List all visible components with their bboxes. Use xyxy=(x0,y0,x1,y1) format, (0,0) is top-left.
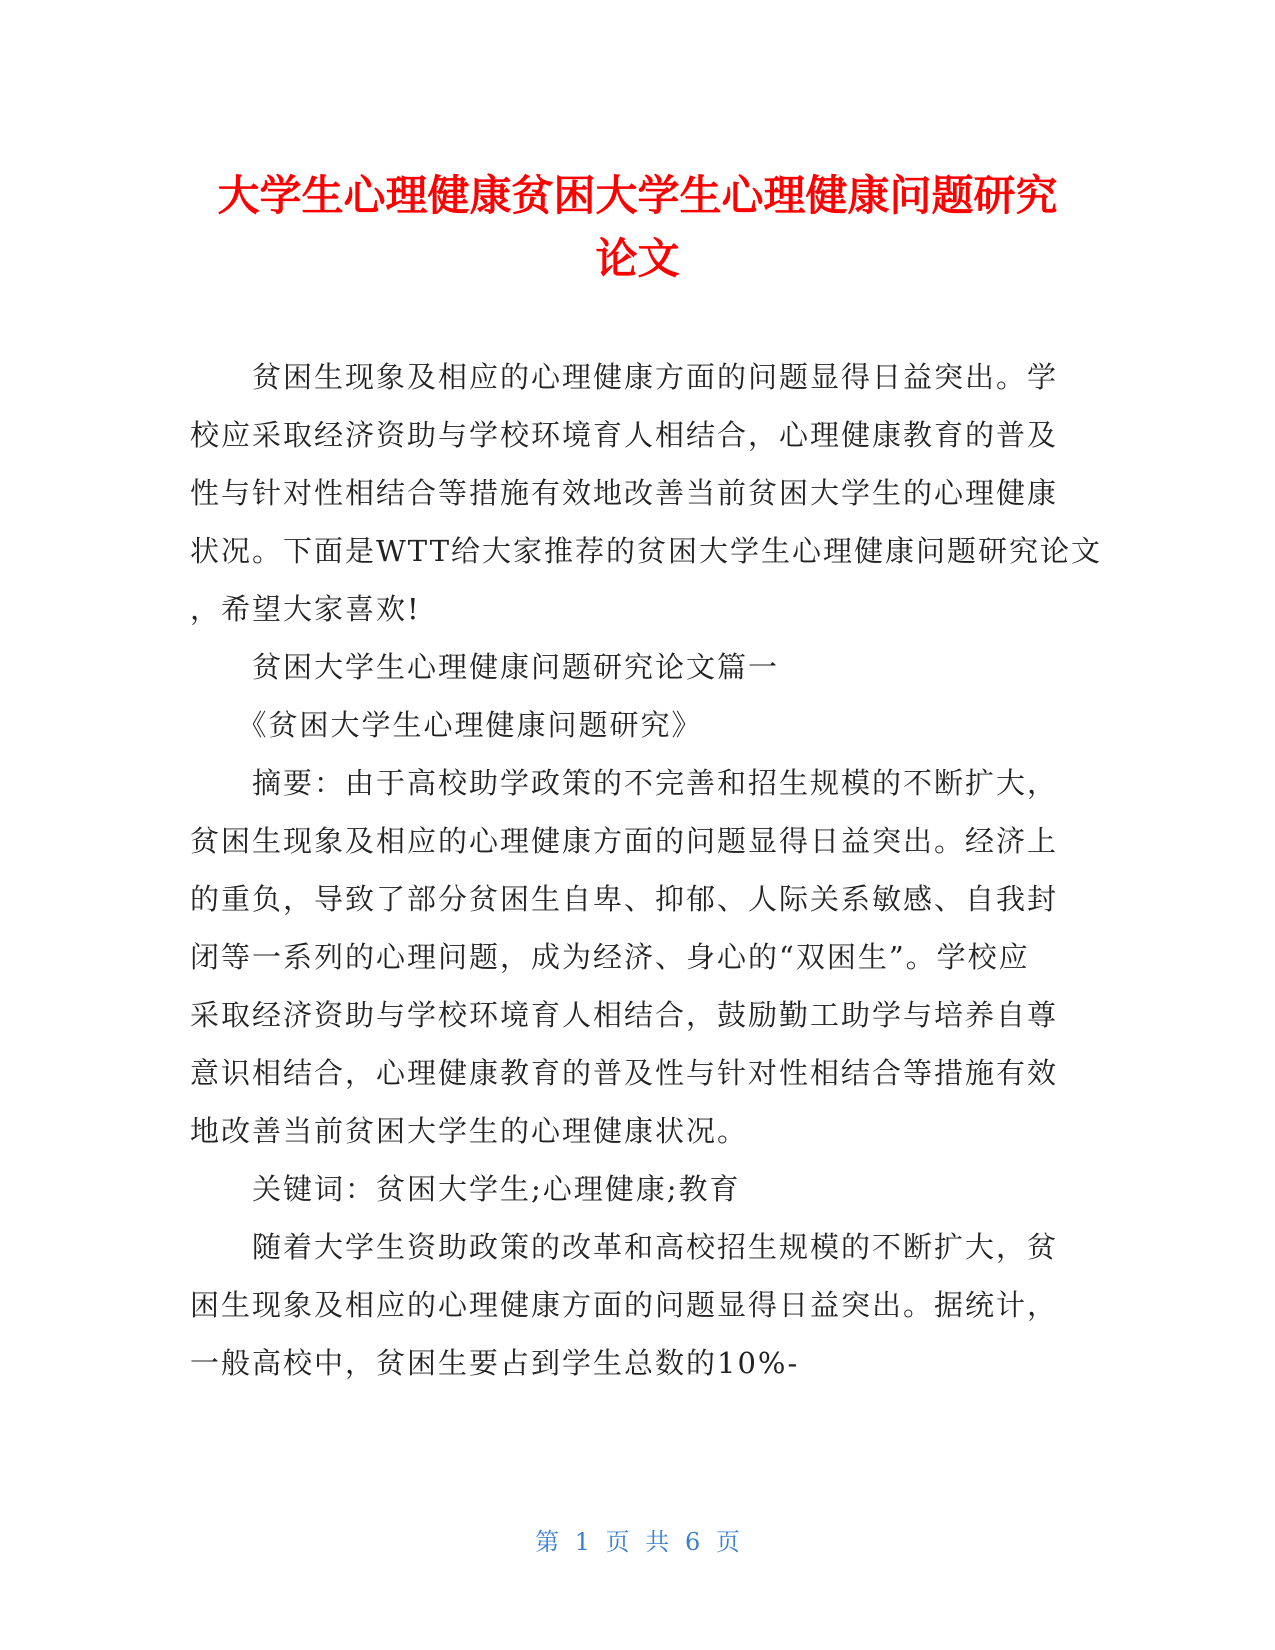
abstract-line-6: 意识相结合，心理健康教育的普及性与针对性相结合等措施有效 xyxy=(190,1056,1059,1090)
abstract-line-5: 采取经济资助与学校环境育人相结合，鼓励勤工助学与培养自尊 xyxy=(190,998,1059,1032)
abstract-line-1: 摘要：由于高校助学政策的不完善和招生规模的不断扩大， xyxy=(190,766,1059,800)
body-line-1: 贫困生现象及相应的心理健康方面的问题显得日益突出。学 xyxy=(190,360,1059,394)
intro-line-1: 随着大学生资助政策的改革和高校招生规模的不断扩大，贫 xyxy=(190,1230,1059,1264)
body-line-3: 性与针对性相结合等措施有效地改善当前贫困大学生的心理健康 xyxy=(190,476,1059,510)
abstract-line-4: 闭等一系列的心理问题，成为经济、身心的“双困生”。学校应 xyxy=(190,940,1030,974)
abstract-line-7: 地改善当前贫困大学生的心理健康状况。 xyxy=(190,1114,749,1148)
intro-line-2: 困生现象及相应的心理健康方面的问题显得日益突出。据统计， xyxy=(190,1288,1059,1322)
keywords-line: 关键词：贫困大学生;心理健康;教育 xyxy=(190,1172,741,1206)
abstract-line-3: 的重负，导致了部分贫困生自卑、抑郁、人际关系敏感、自我封 xyxy=(190,882,1059,916)
body-line-4: 状况。下面是WTT给大家推荐的贫困大学生心理健康问题研究论文 xyxy=(190,534,1103,568)
body-line-5: ，希望大家喜欢! xyxy=(190,592,421,626)
paper-title: 《贫困大学生心理健康问题研究》 xyxy=(190,708,703,742)
intro-line-3: 一般高校中，贫困生要占到学生总数的10%- xyxy=(190,1346,800,1380)
document-title-line-1: 大学生心理健康贫困大学生心理健康问题研究 xyxy=(217,171,1058,220)
document-title-line-2: 论文 xyxy=(595,234,680,283)
section-heading: 贫困大学生心理健康问题研究论文篇一 xyxy=(190,650,780,684)
page-footer: 第 1 页 共 6 页 xyxy=(535,1528,740,1556)
abstract-line-2: 贫困生现象及相应的心理健康方面的问题显得日益突出。经济上 xyxy=(190,824,1059,858)
body-line-2: 校应采取经济资助与学校环境育人相结合，心理健康教育的普及 xyxy=(190,418,1059,452)
